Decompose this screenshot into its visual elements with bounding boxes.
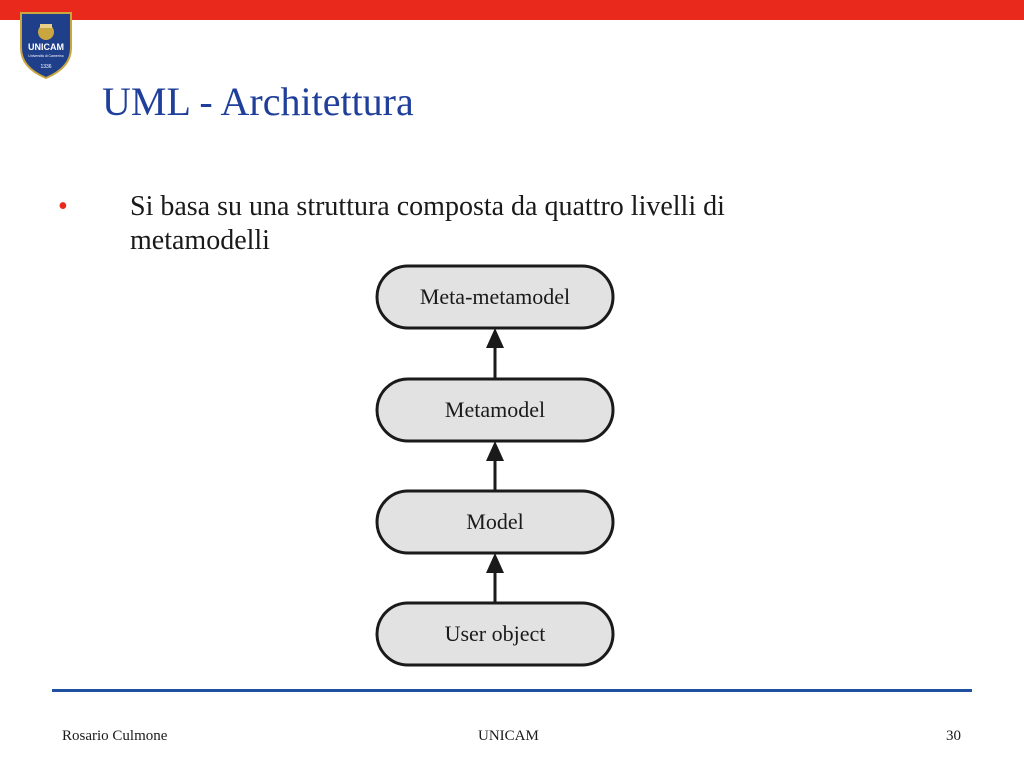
diagram-node-user-object [377,603,613,665]
node-label: Meta-metamodel [419,284,571,309]
diagram-node-model [377,491,613,553]
metamodel-layers-diagram [370,262,620,672]
bullet-marker: • [58,191,68,222]
node-label: Model [466,509,524,534]
diagram-arrow [486,441,504,491]
footer-divider [52,689,972,692]
node-label: User object [444,621,546,646]
svg-text:UNICAM: UNICAM [28,42,64,52]
diagram-node-meta-metamodel [377,266,613,328]
diagram-node-metamodel [377,379,613,441]
bullet-text: Si basa su una struttura composta da quattro livelli di metamodelli [130,191,725,256]
svg-text:Università di Camerino: Università di Camerino [28,54,64,58]
unicam-logo [18,10,74,80]
footer-institution: UNICAM [478,728,539,744]
page-number: 30 [946,728,961,744]
top-accent-bar [0,0,1024,20]
unicam-shield-icon [18,10,74,80]
diagram-arrow [486,553,504,603]
diagram-arrow [486,328,504,378]
svg-text:1336: 1336 [40,64,52,70]
footer-author: Rosario Culmone [62,728,168,744]
slide-title: UML - Architettura [102,79,414,124]
node-label: Metamodel [444,397,546,422]
